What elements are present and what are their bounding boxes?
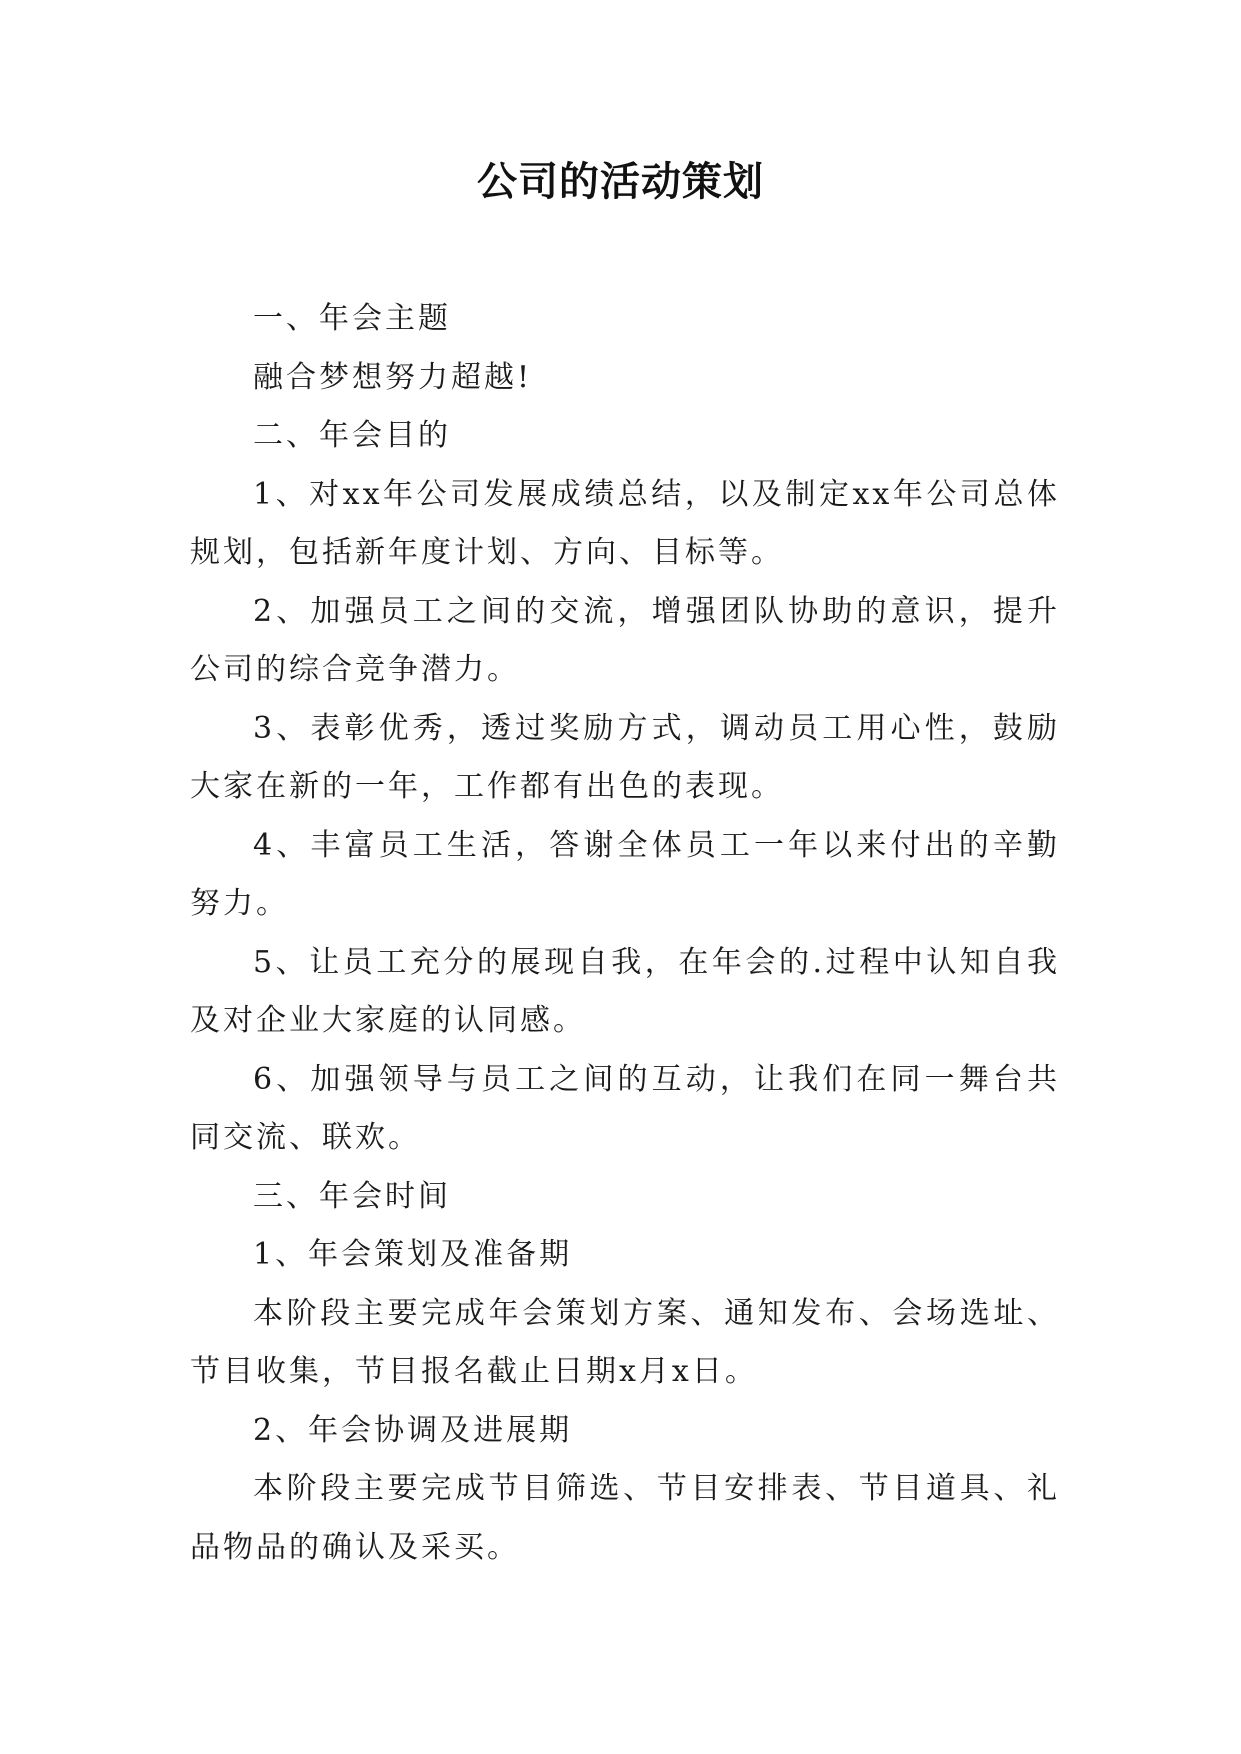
paragraph: 1、对xx年公司发展成绩总结，以及制定xx年公司总体规划，包括新年度计划、方向、目标等。 bbox=[190, 476, 1060, 570]
paragraph: 5、让员工充分的展现自我，在年会的.过程中认知自我及对企业大家庭的认同感。 bbox=[190, 944, 1060, 1038]
paragraph: 4、丰富员工生活，答谢全体员工一年以来付出的辛勤努力。 bbox=[190, 827, 1060, 921]
paragraph: 本阶段主要完成年会策划方案、通知发布、会场选址、节目收集，节目报名截止日期x月x日。 bbox=[190, 1295, 1060, 1389]
paragraph: 2、加强员工之间的交流，增强团队协助的意识，提升公司的综合竞争潜力。 bbox=[190, 593, 1060, 687]
paragraph: 融合梦想努力超越! bbox=[253, 359, 533, 395]
subsection-heading: 2、年会协调及进展期 bbox=[253, 1412, 573, 1448]
paragraph: 本阶段主要完成节目筛选、节目安排表、节目道具、礼品物品的确认及采买。 bbox=[190, 1471, 1060, 1565]
section-heading: 二、年会目的 bbox=[253, 418, 451, 453]
section-heading: 一、年会主题 bbox=[253, 301, 451, 336]
section-heading: 三、年会时间 bbox=[253, 1178, 451, 1214]
subsection-heading: 1、年会策划及准备期 bbox=[253, 1237, 573, 1272]
document-title: 公司的活动策划 bbox=[477, 159, 764, 205]
document-body bbox=[190, 290, 1060, 1577]
paragraph: 6、加强领导与员工之间的互动，让我们在同一舞台共同交流、联欢。 bbox=[190, 1061, 1060, 1155]
paragraph: 3、表彰优秀，透过奖励方式，调动员工用心性，鼓励大家在新的一年，工作都有出色的表现。 bbox=[190, 710, 1060, 804]
